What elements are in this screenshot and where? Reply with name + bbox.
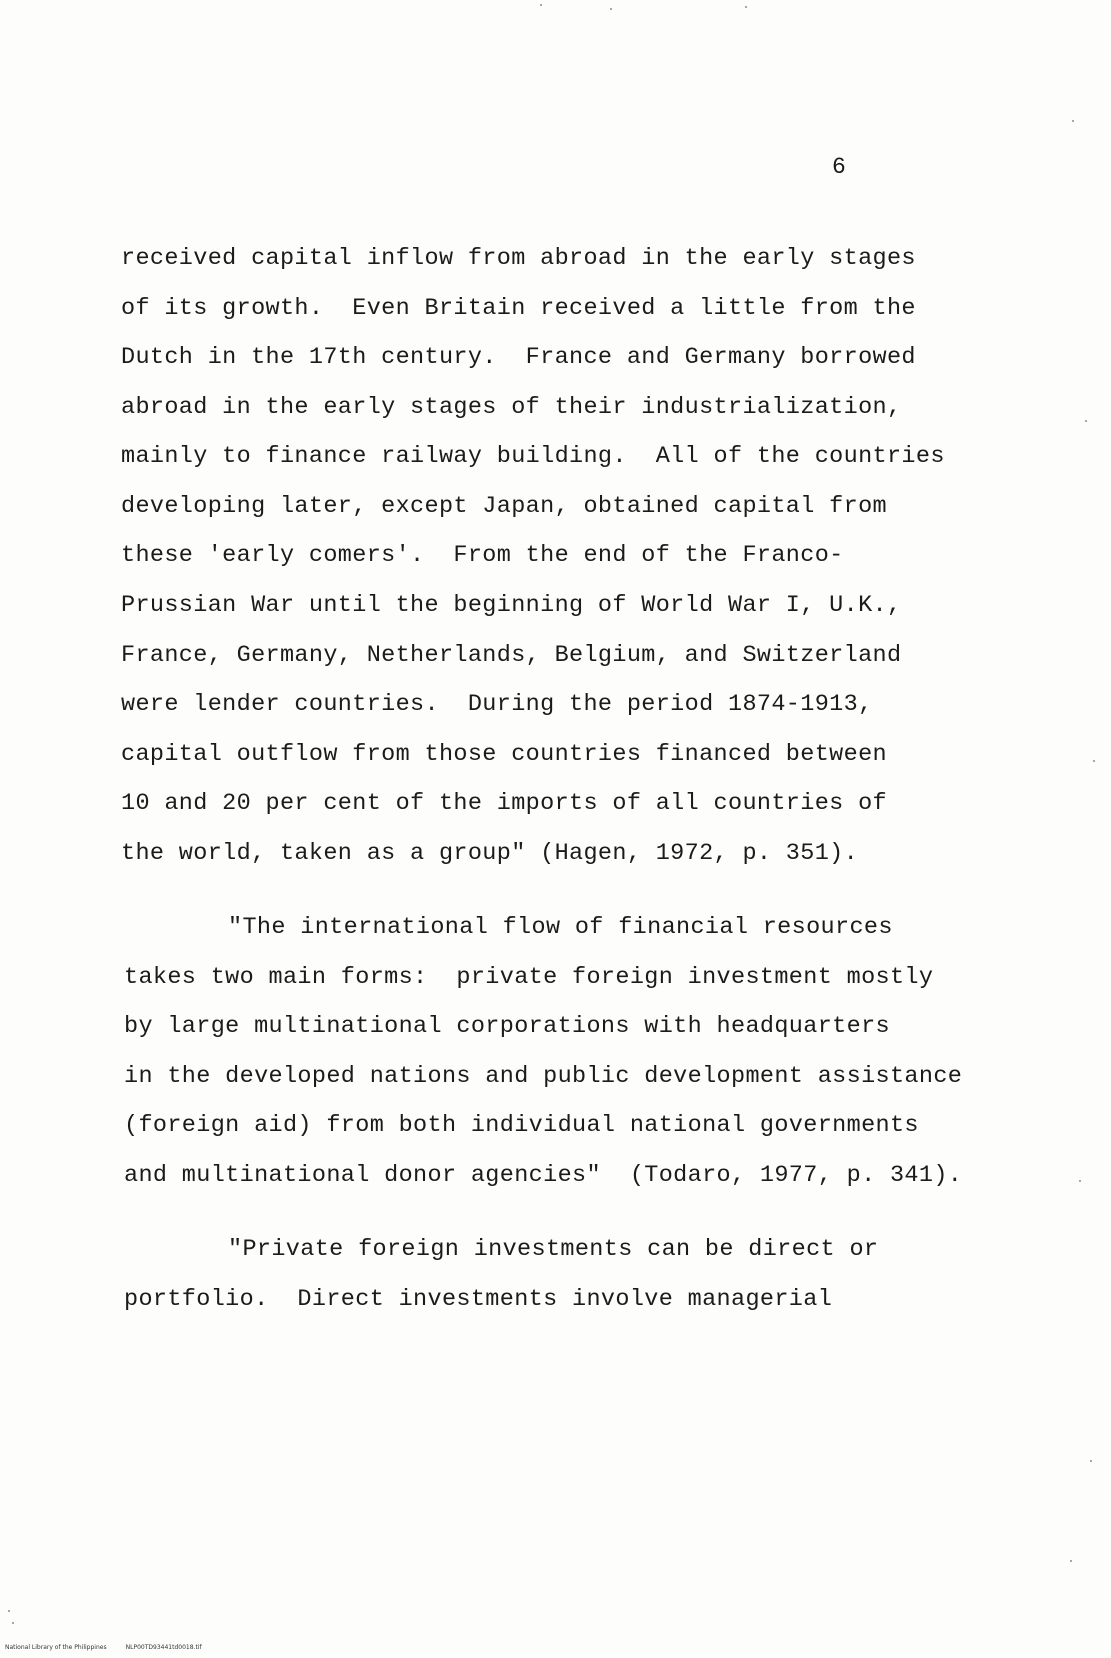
paragraph-2-line-2: takes two main forms: private foreign investment mostly: [124, 964, 934, 991]
paragraph-1-line-4: abroad in the early stages of their industrialization,: [121, 394, 902, 421]
paragraph-1-line-6: developing later, except Japan, obtained capital from: [121, 493, 887, 520]
paragraph-1-line-2: of its growth. Even Britain received a little from the: [121, 295, 916, 322]
paragraph-1-line-5: mainly to finance railway building. All of the countries: [121, 443, 945, 470]
page-number: 6: [832, 154, 847, 180]
paragraph-1-line-10: were lender countries. During the period 1874-1913,: [121, 691, 873, 718]
paragraph-1-line-8: Prussian War until the beginning of World War I, U.K.,: [121, 592, 902, 619]
footer-file-id: NLP00TD93441td0018.tif: [125, 1644, 202, 1651]
scan-speck: [610, 8, 612, 10]
paragraph-3-line-1: "Private foreign investments can be direct or: [228, 1236, 879, 1263]
paragraph-1-line-3: Dutch in the 17th century. France and Germany borrowed: [121, 344, 916, 371]
scan-speck: [1070, 1560, 1072, 1562]
scan-speck: [1090, 1460, 1092, 1462]
paragraph-3-line-2: portfolio. Direct investments involve managerial: [124, 1286, 833, 1313]
paragraph-1-line-7: these 'early comers'. From the end of the Franco-: [121, 542, 844, 569]
scan-speck: [12, 1622, 14, 1624]
scan-speck: [1085, 420, 1087, 422]
paragraph-1-line-1: received capital inflow from abroad in the early stages: [121, 245, 916, 272]
paragraph-1-line-13: the world, taken as a group" (Hagen, 1972, p. 351).: [121, 840, 859, 867]
paragraph-1-line-12: 10 and 20 per cent of the imports of all countries of: [121, 790, 887, 817]
footer-library: National Library of the Philippines: [5, 1644, 107, 1651]
paragraph-1-line-11: capital outflow from those countries financed between: [121, 741, 887, 768]
paragraph-2-line-5: (foreign aid) from both individual national governments: [124, 1112, 919, 1139]
scan-speck: [1079, 1180, 1081, 1182]
paragraph-1-line-9: France, Germany, Netherlands, Belgium, and Switzerland: [121, 642, 902, 669]
paragraph-2-line-4: in the developed nations and public development assistance: [124, 1063, 963, 1090]
scan-speck: [8, 1610, 10, 1612]
paragraph-2-line-1: "The international flow of financial resources: [228, 914, 893, 941]
paragraph-2-line-3: by large multinational corporations with headquarters: [124, 1013, 890, 1040]
scan-speck: [1072, 120, 1074, 122]
scan-speck: [745, 6, 747, 8]
scan-footer: [5, 1644, 202, 1652]
scan-speck: [1093, 760, 1095, 762]
paragraph-2-line-6: and multinational donor agencies" (Todaro, 1977, p. 341).: [124, 1162, 963, 1189]
scan-speck: [540, 4, 542, 6]
